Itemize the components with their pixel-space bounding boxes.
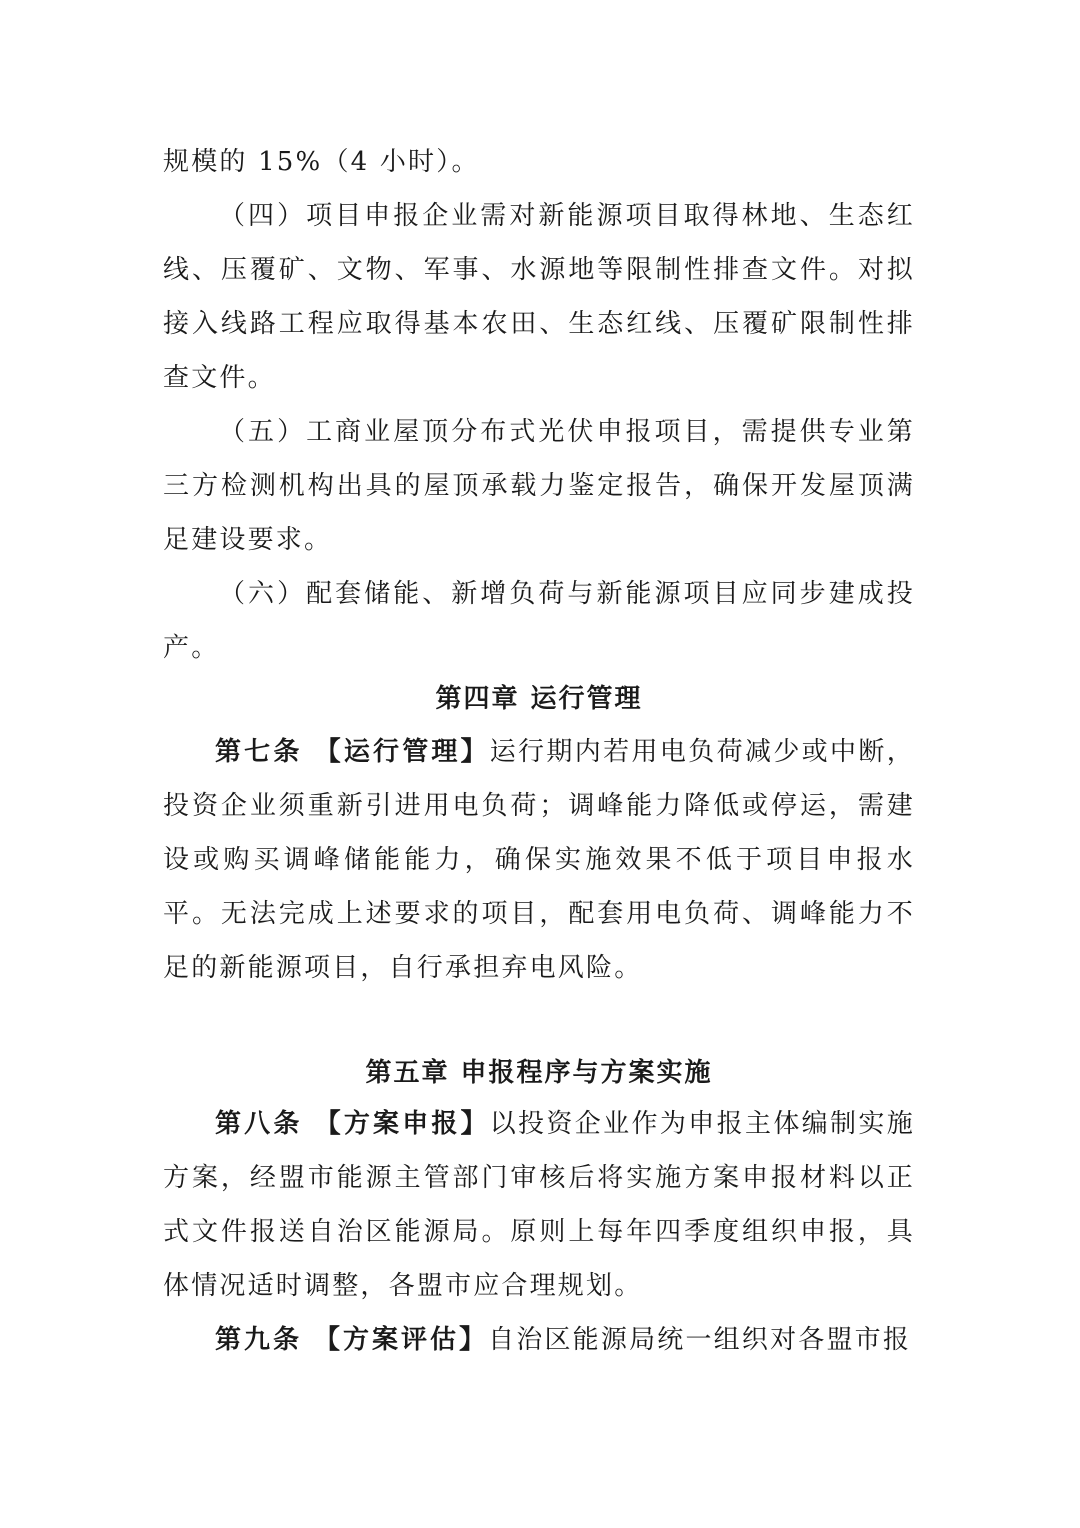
- paragraph-continuation: 规模的 15%（4 小时）。: [163, 147, 480, 177]
- paragraph-item-5: （五）工商业屋顶分布式光伏申报项目，需提供专业第三方检测机构出具的屋顶承载力鉴定报告，确保开发屋顶满足建设要求。: [163, 417, 915, 555]
- paragraph-item-6: （六）配套储能、新增负荷与新能源项目应同步建成投产。: [163, 579, 915, 663]
- chapter-5-title: 第五章 申报程序与方案实施: [365, 1058, 713, 1088]
- article-7-text: 运行期内若用电负荷减少或中断，投资企业须重新引进用电负荷；调峰能力降低或停运，需建设或购买调峰储能能力，确保实施效果不低于项目申报水平。无法完成上述要求的项目，配套用电负荷、调峰能力不足的新能源项目，自行承担弃电风险。: [163, 737, 915, 983]
- article-9-lead: 第九条 【方案评估】: [215, 1325, 489, 1355]
- article-9-text: 自治区能源局统一组织对各盟市报: [488, 1325, 912, 1355]
- article-8-lead: 第八条 【方案申报】: [215, 1109, 490, 1139]
- chapter-4-title: 第四章 运行管理: [435, 684, 643, 714]
- article-7-lead: 第七条 【运行管理】: [215, 737, 490, 767]
- article-9: [163, 1313, 915, 1367]
- article-8-text: 以投资企业作为申报主体编制实施方案，经盟市能源主管部门审核后将实施方案申报材料以正式文件报送自治区能源局。原则上每年四季度组织申报，具体情况适时调整，各盟市应合理规划。: [163, 1109, 915, 1301]
- paragraph-item-4: （四）项目申报企业需对新能源项目取得林地、生态红线、压覆矿、文物、军事、水源地等限制性排查文件。对拟接入线路工程应取得基本农田、生态红线、压覆矿限制性排查文件。: [163, 201, 915, 393]
- article-8: [163, 1097, 915, 1313]
- article-7: [163, 725, 915, 995]
